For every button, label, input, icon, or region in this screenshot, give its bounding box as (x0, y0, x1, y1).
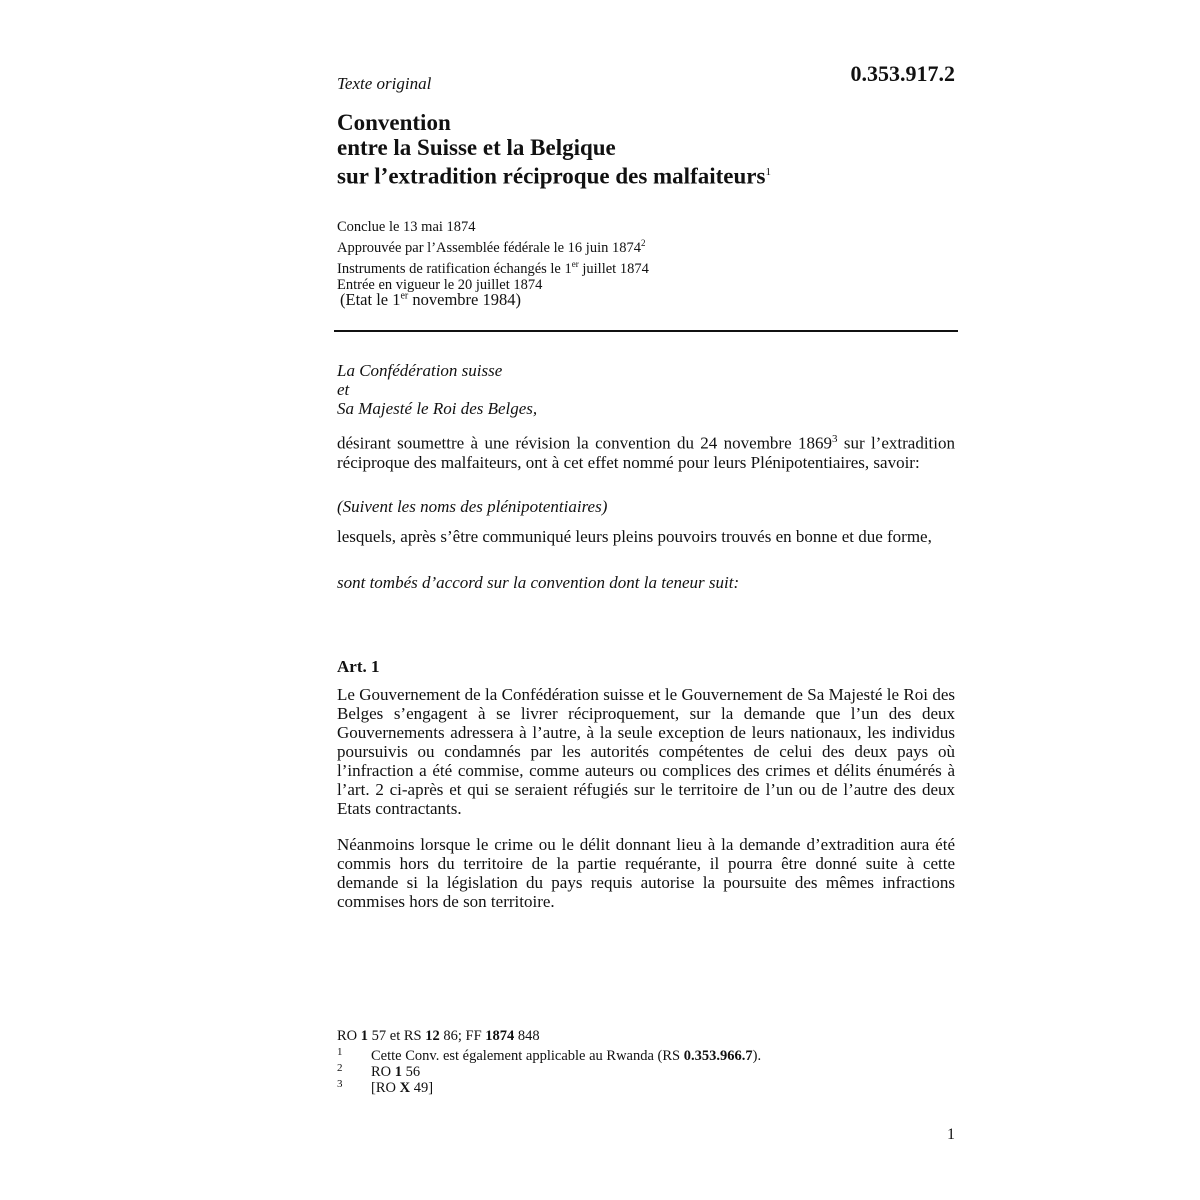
preamble-agreement: sont tombés d’accord sur la convention dont la teneur suit: (337, 573, 740, 592)
footnote-text (371, 1080, 433, 1096)
title-line-3-text: sur l’extradition réciproque des malfaiteurs (337, 163, 766, 189)
party-1: La Confédération suisse (337, 361, 503, 380)
footnote-text-post: 49] (410, 1080, 434, 1096)
source-bold-1: 1 (360, 1028, 369, 1044)
footnote-text-bold: X (399, 1080, 411, 1096)
source-bold-2: 12 (425, 1028, 440, 1044)
footnote-text-bold: 1 (394, 1064, 403, 1080)
footnote-number: 3 (337, 1078, 343, 1090)
status-date-post: novembre 1984) (408, 290, 521, 309)
title-line-1: Convention (337, 110, 451, 135)
footnote-text-bold: 0.353.966.7 (683, 1048, 753, 1064)
status-date-sup: er (400, 290, 409, 302)
source-mid-1: 57 et RS (368, 1028, 426, 1044)
document-metadata (337, 219, 649, 293)
title-line-2: entre la Suisse et la Belgique (337, 135, 616, 160)
ratification-text-post: juillet 1874 (578, 260, 649, 277)
status-date-pre: (Etat le 1 (340, 290, 401, 309)
concluded-date: Conclue le 13 mai 1874 (337, 219, 476, 235)
original-text-label: Texte original (337, 74, 432, 93)
footnote-ref-3[interactable]: 3 (831, 433, 838, 445)
footnote-ref-2[interactable]: 2 (641, 238, 646, 248)
footnote-text-post: ). (752, 1048, 762, 1064)
preamble-desiring-pre: désirant soumettre à une révision la convention du 24 novembre 1869 (337, 433, 832, 453)
status-date (340, 290, 521, 310)
footnote-text (371, 1048, 761, 1064)
source-pre: RO (337, 1028, 361, 1044)
ratification-text-pre: Instruments de ratification échangés le 1 (337, 260, 572, 277)
ratification-date (337, 256, 649, 277)
entry-into-force-date: Entrée en vigueur le 20 juillet 1874 (337, 276, 543, 293)
ratification-sup: er (571, 258, 579, 269)
conjunction: et (337, 380, 350, 399)
document-number: 0.353.917.2 (850, 61, 955, 86)
article-1-heading: Art. 1 (337, 657, 380, 676)
title-line-3 (337, 160, 771, 189)
source-post: 848 (514, 1028, 540, 1044)
approved-date-text: Approuvée par l’Assemblée fédérale le 16 juin 1874 (337, 239, 641, 256)
party-2: Sa Majesté le Roi des Belges, (337, 399, 538, 418)
plenipotentiaries-note: (Suivent les noms des plénipotentiaires) (337, 497, 608, 516)
parties (337, 361, 955, 418)
footnote-text-post: 56 (402, 1064, 421, 1080)
footnote-text-pre: Cette Conv. est également applicable au Rwanda (RS (371, 1048, 684, 1064)
source-reference (337, 1028, 540, 1044)
preamble-desiring-post: sur l’extradition réciproque des malfaiteurs, ont à cet effet nommé pour leurs Plénipotentiaires, savoir: (337, 433, 955, 472)
article-1-paragraph-2: Néanmoins lorsque le crime ou le délit donnant lieu à la demande d’extradition aura été commis hors du territoire de la partie requérante, il pourra être donné suite à cette demande si la législation du pays requis autorise la poursuite des mêmes infractions commises hors de son territoire. (337, 835, 955, 911)
source-bold-3: 1874 (485, 1028, 515, 1044)
preamble-desiring (337, 430, 955, 472)
footnote-text (371, 1064, 420, 1080)
source-mid-2: 86; FF (439, 1028, 486, 1044)
footnote-text-pre: RO (371, 1064, 395, 1080)
page-number: 1 (947, 1126, 955, 1143)
footnote-number: 1 (337, 1046, 343, 1058)
footnote-number: 2 (337, 1062, 343, 1074)
article-1-paragraph-1: Le Gouvernement de la Confédération suisse et le Gouvernement de Sa Majesté le Roi des Belges s’engagent à se livrer réciproquement, sur la demande que l’un des deux Gouvernements adressera à l’autre, à la seule exception de leurs nationaux, les individus poursuivis ou condamnés par les autorités compétentes de celui des deux pays où l’infraction a été commise, comme auteurs ou complices des crimes et délits énumérés à l’art. 2 ci-après et qui se seraient réfugiés sur le territoire de l’un ou de l’autre des deux Etats contractants. (337, 685, 955, 818)
document-title (337, 110, 771, 189)
header-divider (334, 330, 958, 332)
preamble-powers: lesquels, après s’être communiqué leurs pleins pouvoirs trouvés en bonne et due forme, (337, 527, 932, 546)
footnote-text-pre: [RO (371, 1080, 400, 1096)
approved-date (337, 235, 649, 256)
footnote-ref-1[interactable]: 1 (765, 166, 771, 178)
